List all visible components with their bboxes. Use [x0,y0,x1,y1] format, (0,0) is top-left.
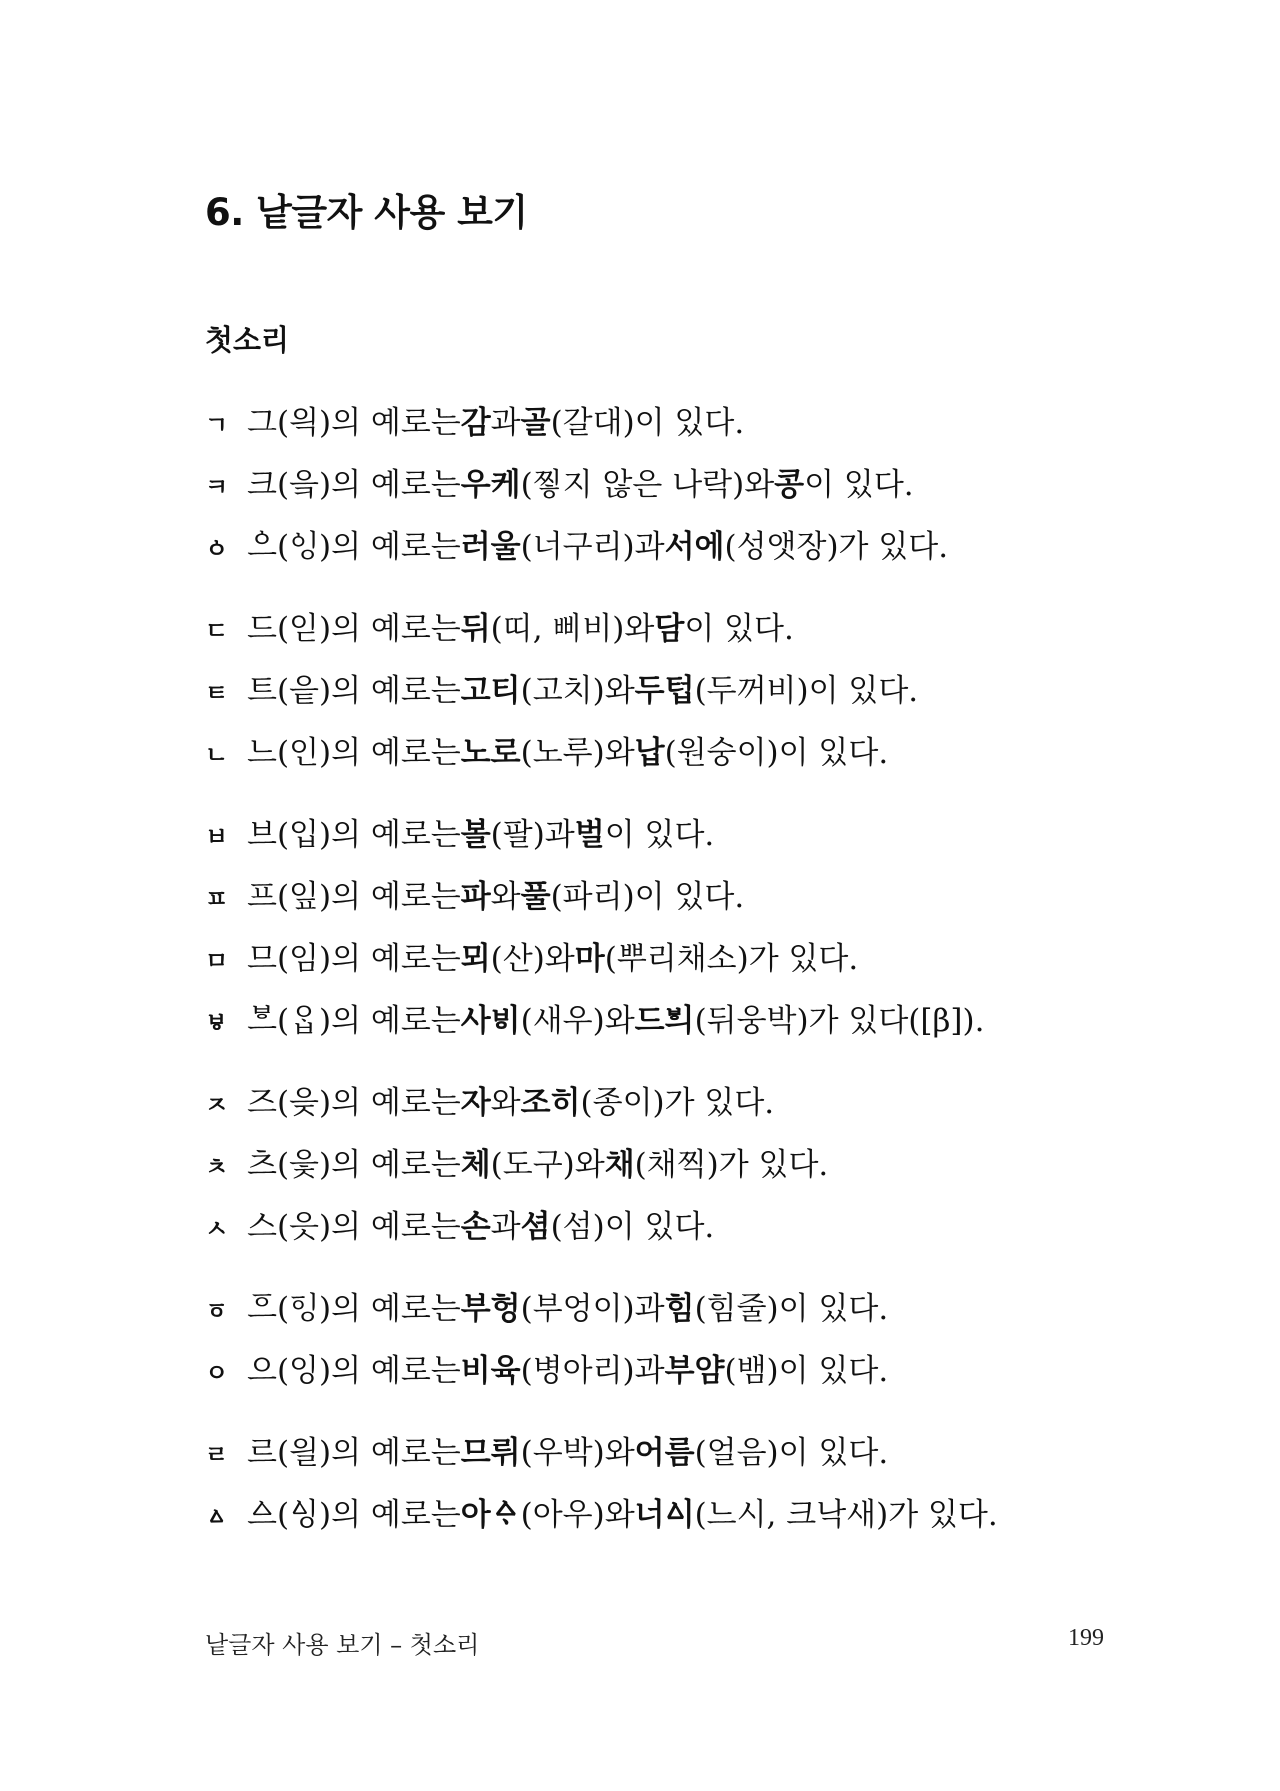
example-word-1: 체 [460,1147,491,1183]
consonant-name-text: 즈(읒)의 예로는 [247,1085,461,1121]
consonant-name-text: 츠(읓)의 예로는 [247,1147,461,1183]
example-word-1: 아ᅀᆞ [460,1497,521,1533]
example-word-2: 조히 [520,1085,581,1121]
example-line [205,1196,1205,1258]
example-word-2: 드ᄫᅴ [634,1003,695,1039]
consonant-name-text: 스(읏)의 예로는 [247,1209,461,1245]
example-word-2: 부얌 [664,1353,725,1389]
example-list [205,392,1205,1566]
example-line [205,1134,1205,1196]
consonant-name-text: 브(입)의 예로는 [247,817,461,853]
connector-text: (고치)와 [520,673,635,709]
example-line [205,454,1205,516]
example-group [205,392,1205,578]
example-word-2: 풀 [520,879,551,915]
connector-text: 과 [490,1209,521,1245]
connector-text: 와 [490,879,521,915]
consonant-name-text: 그(읙)의 예로는 [247,405,461,441]
connector-text: (찧지 않은 나락)와 [520,467,775,503]
initial-consonant-jamo: ㅋ [205,473,229,501]
sentence-ending-text: 이 있다. [684,611,794,647]
example-line [205,660,1205,722]
sentence-ending-text: 이 있다. [804,467,914,503]
initial-consonant-jamo: ㄹ [205,1441,229,1469]
initial-consonant-jamo: ㄴ [205,741,229,769]
example-word-2: 어름 [634,1435,695,1471]
example-group [205,1278,1205,1402]
example-group [205,1072,1205,1258]
example-group [205,1422,1205,1546]
example-word-2: 두텁 [634,673,695,709]
connector-text: (아우)와 [520,1497,635,1533]
example-line [205,1278,1205,1340]
example-word-1: 뫼 [460,941,491,977]
consonant-name-text: 으(잉)의 예로는 [247,1353,461,1389]
connector-text: 과 [490,405,521,441]
consonant-name-text: 르(읠)의 예로는 [247,1435,461,1471]
initial-consonant-jamo: ㅿ [205,1503,229,1531]
example-word-1: 사ᄫᅵ [460,1003,521,1039]
sentence-ending-text: (성앳장)가 있다. [724,529,949,565]
initial-consonant-jamo: ㅍ [205,885,229,913]
connector-text: (너구리)과 [520,529,665,565]
example-word-1: 부헝 [460,1291,521,1327]
sentence-ending-text: (뿌리채소)가 있다. [604,941,859,977]
example-line [205,866,1205,928]
initial-consonant-jamo: ㅌ [205,679,229,707]
example-word-2: 셤 [520,1209,551,1245]
consonant-name-text: 드(읻)의 예로는 [247,611,461,647]
sentence-ending-text: (채찍)가 있다. [634,1147,829,1183]
sentence-ending-text: (두꺼비)이 있다. [694,673,919,709]
connector-text: (노루)와 [520,735,635,771]
connector-text: (도구)와 [490,1147,605,1183]
consonant-name-text: 트(읕)의 예로는 [247,673,461,709]
connector-text: 와 [490,1085,521,1121]
sentence-ending-text: (힘줄)이 있다. [694,1291,889,1327]
initial-consonant-jamo: ㅅ [205,1215,229,1243]
connector-text: (부엉이)과 [520,1291,665,1327]
initial-consonant-jamo: ㅈ [205,1091,229,1119]
example-word-1: 뒤 [460,611,491,647]
sentence-ending-text: (섬)이 있다. [550,1209,715,1245]
example-word-1: 감 [460,405,491,441]
initial-consonant-jamo: ㅁ [205,947,229,975]
example-line [205,1422,1205,1484]
example-line [205,1484,1205,1546]
example-word-2: 골 [520,405,551,441]
consonant-name-text: ᅀᅳ(ᅀᅵᆼ)의 예로는 [247,1497,461,1533]
example-word-1: 고티 [460,673,521,709]
consonant-name-text: ᄫᅳ(ᄋᆞᆸ)의 예로는 [247,1003,461,1039]
sentence-ending-text: (느시, 크낙새)가 있다. [694,1497,998,1533]
connector-text: (병아리)과 [520,1353,665,1389]
example-word-1: 러울 [460,529,521,565]
running-footer: 낱글자 사용 보기 – 첫소리 [205,1631,480,1659]
example-word-1: 볼 [460,817,491,853]
example-word-2: 납 [634,735,665,771]
sentence-ending-text: (뒤웅박)가 있다([β]). [694,1003,985,1039]
sentence-ending-text: (원숭이)이 있다. [664,735,889,771]
example-word-1: 자 [460,1085,491,1121]
connector-text: (팔)과 [490,817,575,853]
example-word-2: 벌 [574,817,605,853]
example-line [205,1340,1205,1402]
example-word-2: 콩 [774,467,805,503]
section-title: 첫소리 [205,323,290,357]
example-word-1: 므뤼 [460,1435,521,1471]
example-word-1: 비육 [460,1353,521,1389]
example-word-1: 파 [460,879,491,915]
example-line [205,1072,1205,1134]
consonant-name-text: 프(잎)의 예로는 [247,879,461,915]
example-word-2: 마 [574,941,605,977]
initial-consonant-jamo: ㅂ [205,823,229,851]
initial-consonant-jamo: ㅸ [205,1009,229,1037]
connector-text: (새우)와 [520,1003,635,1039]
example-word-2: 힘 [664,1291,695,1327]
page-number: 199 [1068,1625,1104,1651]
initial-consonant-jamo: ㅇ [205,1359,229,1387]
connector-text: (산)와 [490,941,575,977]
initial-consonant-jamo: ㆆ [205,1297,229,1325]
example-line [205,928,1205,990]
initial-consonant-jamo: ㆁ [205,535,229,563]
sentence-ending-text: (뱀)이 있다. [724,1353,889,1389]
initial-consonant-jamo: ㅊ [205,1153,229,1181]
sentence-ending-text: (파리)이 있다. [550,879,745,915]
consonant-name-text: 느(인)의 예로는 [247,735,461,771]
connector-text: (우박)와 [520,1435,635,1471]
sentence-ending-text: (얼음)이 있다. [694,1435,889,1471]
example-word-2: 너ᅀᅵ [634,1497,695,1533]
consonant-name-text: 므(임)의 예로는 [247,941,461,977]
example-group [205,804,1205,1052]
example-line [205,804,1205,866]
example-word-1: 손 [460,1209,491,1245]
example-group [205,598,1205,784]
example-word-2: 담 [654,611,685,647]
example-line [205,392,1205,454]
example-line [205,516,1205,578]
consonant-name-text: 크(읔)의 예로는 [247,467,461,503]
example-word-1: 우케 [460,467,521,503]
initial-consonant-jamo: ㄷ [205,617,229,645]
example-line [205,990,1205,1052]
example-word-2: 서에 [664,529,725,565]
sentence-ending-text: 이 있다. [604,817,715,853]
sentence-ending-text: (갈대)이 있다. [550,405,745,441]
connector-text: (띠, 삐비)와 [490,611,655,647]
example-word-2: 채 [604,1147,635,1183]
example-line [205,598,1205,660]
page-title: 6. 낱글자 사용 보기 [205,191,528,234]
initial-consonant-jamo: ㄱ [205,411,229,439]
sentence-ending-text: (종이)가 있다. [580,1085,775,1121]
example-line [205,722,1205,784]
example-word-1: 노로 [460,735,521,771]
consonant-name-text: ᅙᅳ(ᅙᅵᆼ)의 예로는 [247,1291,461,1327]
consonant-name-text: ᅌᅳ(ᅌᅵᆼ)의 예로는 [247,529,461,565]
